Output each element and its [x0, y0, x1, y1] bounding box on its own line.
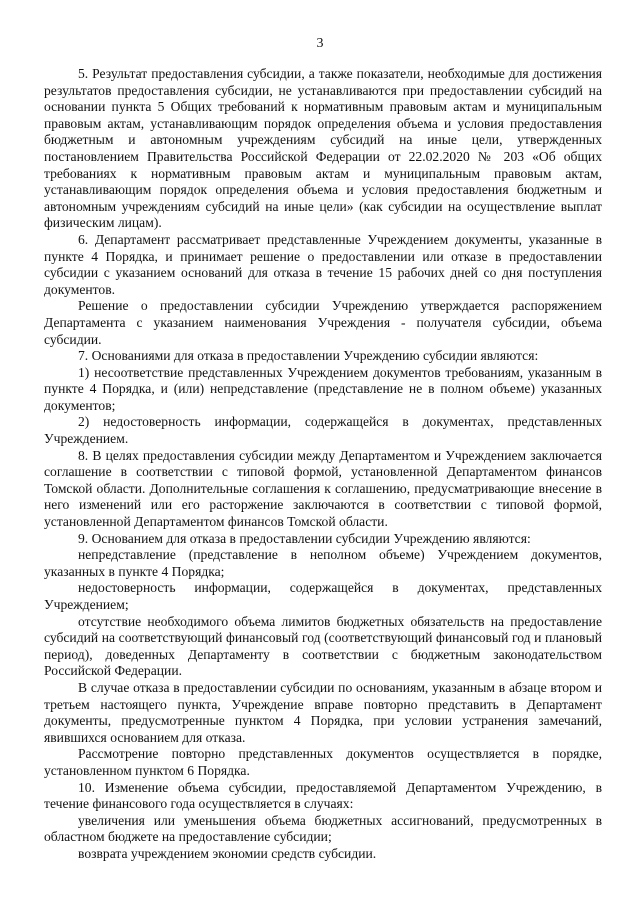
paragraph-item-9-b: недостоверность информации, содержащейся в документах, представленных Учреждением;: [44, 580, 602, 612]
document-body: [44, 66, 602, 863]
paragraph-resubmission: Рассмотрение повторно представленных документов осуществляется в порядке, установленном пунктом 6 Порядка.: [44, 746, 602, 778]
paragraph-item-10: 10. Изменение объема субсидии, предоставляемой Департаментом Учреждению, в течение финансового года осуществляется в случаях:: [44, 779, 602, 812]
paragraph-item-7: 7. Основаниями для отказа в предоставлении Учреждению субсидии являются:: [78, 348, 539, 364]
paragraph-item-7-1: 1) несоответствие представленных Учреждением документов требованиям, указанным в пункте 4 Порядка, и (или) непредставление (представление не в полном объеме) указанных документов;: [44, 364, 602, 413]
paragraph-item-7-2: 2) недостоверность информации, содержащейся в документах, представленных Учреждением.: [44, 414, 602, 447]
paragraph-item-10-a: увеличения или уменьшения объема бюджетных ассигнований, предусмотренных в областном бюджете на предоставление субсидии;: [44, 812, 602, 845]
paragraph-refusal-case: В случае отказа в предоставлении субсидии по основаниям, указанным в абзаце втором и третьем настоящего пункта, Учреждение вправе повторно представить в Департамент документы, предусмотренные пунктом 4 Порядка, при условии устранения замечаний, явившихся основанием для отказа.: [44, 679, 602, 745]
paragraph-item-6: 6. Департамент рассматривает представленные Учреждением документы, указанные в пункте 4 Порядка, и принимает решение о предоставлении или отказе в предоставлении субсидии с указанием оснований для отказа в течение 15 рабочих дней со дня поступления документов.: [44, 231, 602, 297]
paragraph-item-9-c: отсутствие необходимого объема лимитов бюджетных обязательств на предоставление субсидий на соответствующий финансовый год (соответствующий финансовый год и плановый период), доведенных Департаменту в соответствии с бюджетным законодательством Российской Федерации.: [44, 613, 602, 679]
paragraph-item-9: 9. Основанием для отказа в предоставлении субсидии Учреждению являются:: [78, 530, 531, 546]
paragraph-item-8: 8. В целях предоставления субсидии между Департаментом и Учреждением заключается соглашение в соответствии с типовой формой, установленной Департаментом финансов Томской области. Дополнительные соглашения к соглашению, предусматривающие внесение в него изменений или его расторжение заключаются в соответствии с типовой формой, установленной Департаментом финансов Томской области.: [44, 447, 602, 530]
paragraph-item-9-a: непредставление (представление в неполном объеме) Учреждением документов, указанных в пункте 4 Порядка;: [44, 547, 602, 579]
paragraph-item-10-b: возврата учреждением экономии средств субсидии.: [78, 845, 377, 861]
page-number: 3: [316, 36, 324, 51]
paragraph-item-5: 5. Результат предоставления субсидии, а также показатели, необходимые для достижения результатов предоставления субсидии, не устанавливаются при предоставлении субсидий на основании пункта 5 Общих требований к нормативным правовым актам и муниципальным правовым актам, устанавливающим порядок определения объема и условия предоставления бюджетным и автономным учреждениям субсидий на иные цели, утвержденных постановлением Правительства Российской Федерации от 22.02.2020 № 203 «Об общих требованиях к нормативным правовым актам и муниципальным правовым актам, устанавливающим порядок определения объема и условия предоставления бюджетным и автономным учреждениям субсидий на иные цели» (как субсидии на осуществление выплат физическим лицам).: [44, 66, 602, 231]
paragraph-decision: Решение о предоставлении субсидии Учреждению утверждается распоряжением Департамента с указанием наименования Учреждения - получателя субсидии, объема субсидии.: [44, 298, 602, 347]
